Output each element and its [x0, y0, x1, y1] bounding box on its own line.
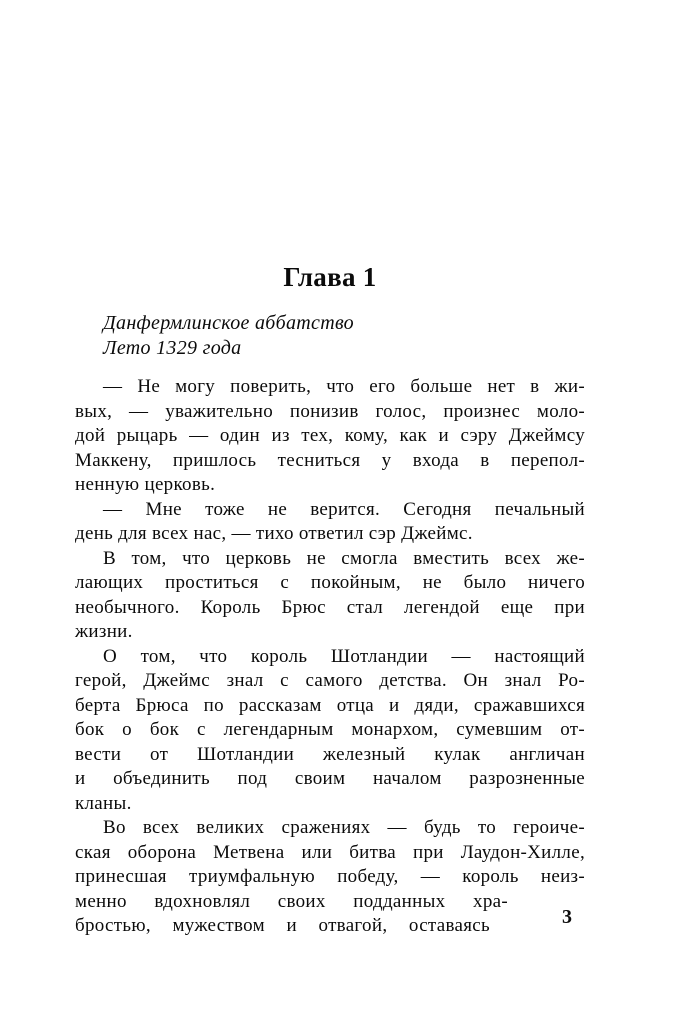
chapter-heading: Глава 1 — [283, 262, 377, 292]
text-line: Маккену, пришлось тесниться у входа в перепол- — [75, 449, 585, 471]
page-number: 3 — [562, 906, 573, 928]
paragraph — [75, 547, 585, 645]
paragraph — [75, 645, 585, 817]
text-line: вести от Шотландии железный кулак англичан — [75, 743, 585, 765]
text-line: вых, — уважительно понизив голос, произнес моло- — [75, 400, 585, 422]
scene-date: Лето 1329 года — [103, 337, 242, 359]
scene-location: Данфермлинское аббатство — [103, 312, 354, 334]
paragraph — [75, 498, 585, 547]
text-line: — Мне тоже не верится. Сегодня печальный — [103, 498, 585, 520]
scene-setting — [75, 311, 585, 361]
text-line: кланы. — [75, 792, 132, 814]
text-line: герой, Джеймс знал с самого детства. Он знал Ро- — [75, 670, 585, 691]
body-text — [75, 375, 585, 939]
text-line: и объединить под своим началом разрозненные — [75, 768, 585, 789]
paragraph — [75, 375, 585, 498]
text-line: Во всех великих сражениях — будь то героиче- — [103, 817, 585, 838]
text-line: О том, что король Шотландии — настоящий — [103, 645, 585, 667]
text-line: бростью, мужеством и отвагой, оставаясь — [75, 915, 490, 936]
text-line: менно вдохновлял своих подданных хра- — [75, 890, 508, 912]
text-line: день для всех нас, — тихо ответил сэр Джеймс. — [75, 523, 473, 544]
text-line: дой рыцарь — один из тех, кому, как и сэру Джеймсу — [75, 425, 585, 446]
text-line: необычного. Король Брюс стал легендой еще при — [75, 596, 585, 618]
text-line: ненную церковь. — [75, 474, 216, 495]
text-line: берта Брюса по рассказам отца и дяди, сражавшихся — [75, 694, 585, 716]
text-line: В том, что церковь не смогла вместить всех же- — [103, 547, 585, 569]
text-line: бок о бок с легендарным монархом, сумевшим от- — [75, 719, 585, 740]
text-line: жизни. — [75, 621, 133, 642]
text-line: принесшая триумфальную победу, — король неиз- — [75, 866, 585, 887]
text-line: ская оборона Метвена или битва при Лаудон-Хилле, — [75, 841, 585, 863]
paragraph — [75, 816, 585, 939]
text-line: — Не могу поверить, что его больше нет в жи- — [103, 376, 585, 397]
text-block — [75, 262, 585, 939]
text-line: лающих проститься с покойным, не было ничего — [75, 572, 585, 593]
